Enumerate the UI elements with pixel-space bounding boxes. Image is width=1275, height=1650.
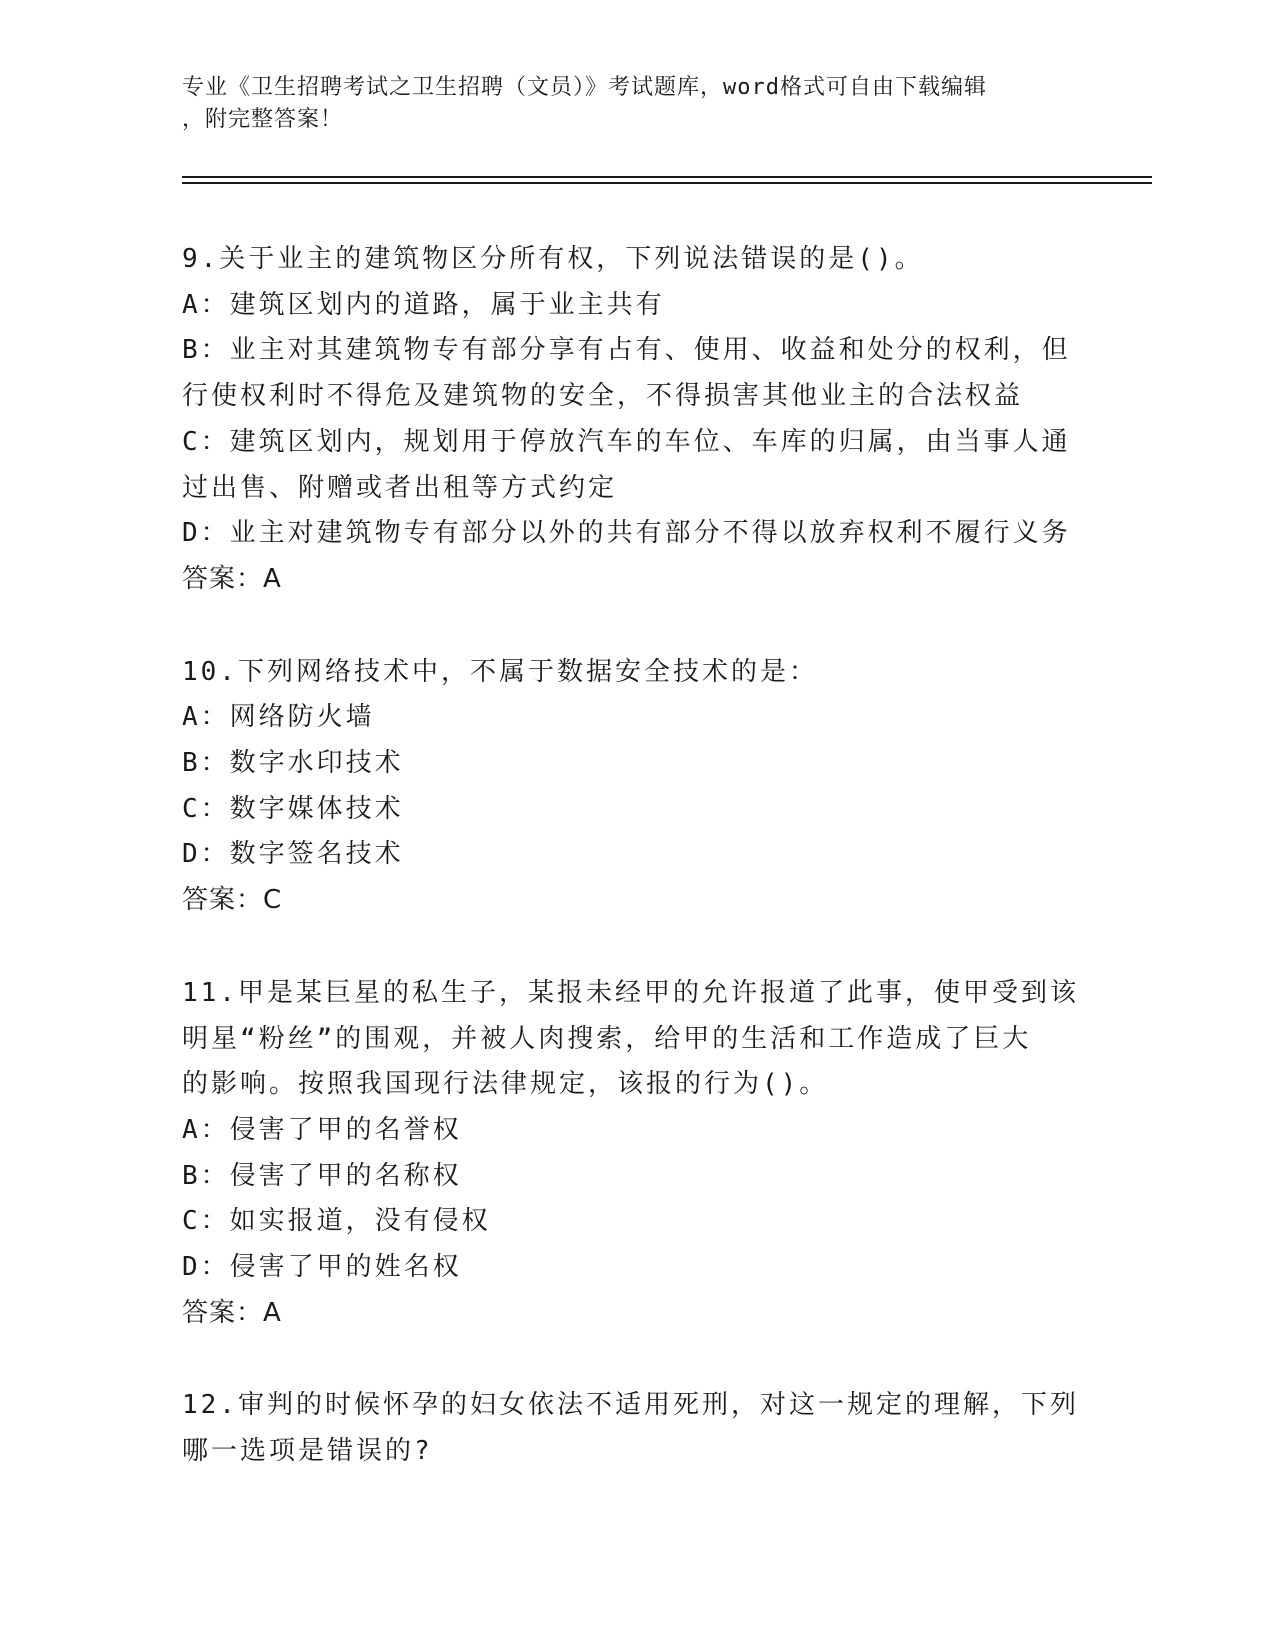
answer-option-line: 过出售、附赠或者出租等方式约定 [182,472,618,503]
question-block [182,971,1082,1337]
header-line-2: ，附完整答案！ [182,107,344,132]
question-stem-line: 12.审判的时候怀孕的妇女依法不适用死刑，对这一规定的理解，下列 [182,1390,1079,1421]
header-line-1: 专业《卫生招聘考试之卫生招聘（文员）》考试题库，word格式可自由下载编辑 [182,75,987,100]
answer-option-line: B：数字水印技术 [182,748,404,779]
answer-key: 答案：A [182,1297,282,1328]
answer-option-line: C：建筑区划内，规划用于停放汽车的车位、车库的归属，由当事人通 [182,426,1071,457]
answer-option-line: 行使权利时不得危及建筑物的安全，不得损害其他业主的合法权益 [182,381,1024,412]
question-stem-line: 哪一选项是错误的? [182,1436,433,1467]
question-block [182,650,1082,924]
answer-option-line: A：网络防火墙 [182,702,375,733]
answer-key: 答案：C [182,885,283,916]
document-header [182,72,1062,136]
answer-option-line: B：侵害了甲的名称权 [182,1160,462,1191]
answer-option-line: B：业主对其建筑物专有部分享有占有、使用、收益和处分的权利，但 [182,335,1071,366]
answer-option-line: C：数字媒体技术 [182,793,404,824]
answer-key: 答案：A [182,563,282,594]
question-block [182,237,1082,603]
question-list [182,237,1082,1522]
question-stem-line: 明星“粉丝”的围观，并被人肉搜索，给甲的生活和工作造成了巨大 [182,1023,1032,1054]
answer-option-line: A：建筑区划内的道路，属于业主共有 [182,289,665,320]
answer-option-line: C：如实报道，没有侵权 [182,1206,491,1237]
question-stem-line: 11.甲是某巨星的私生子，某报未经甲的允许报道了此事，使甲受到该 [182,977,1079,1008]
question-block [182,1383,1082,1474]
answer-option-line: A：侵害了甲的名誉权 [182,1114,462,1145]
question-stem-line: 的影响。按照我国现行法律规定，该报的行为()。 [182,1069,829,1100]
question-stem-line: 10.下列网络技术中，不属于数据安全技术的是： [182,656,818,687]
header-divider-bottom [182,182,1152,184]
answer-option-line: D：侵害了甲的姓名权 [182,1252,462,1283]
question-stem-line: 9.关于业主的建筑物区分所有权，下列说法错误的是()。 [182,244,924,274]
header-divider-top [182,176,1152,178]
answer-option-line: D：数字签名技术 [182,839,404,870]
answer-option-line: D：业主对建筑物专有部分以外的共有部分不得以放弃权利不履行义务 [182,518,1071,549]
